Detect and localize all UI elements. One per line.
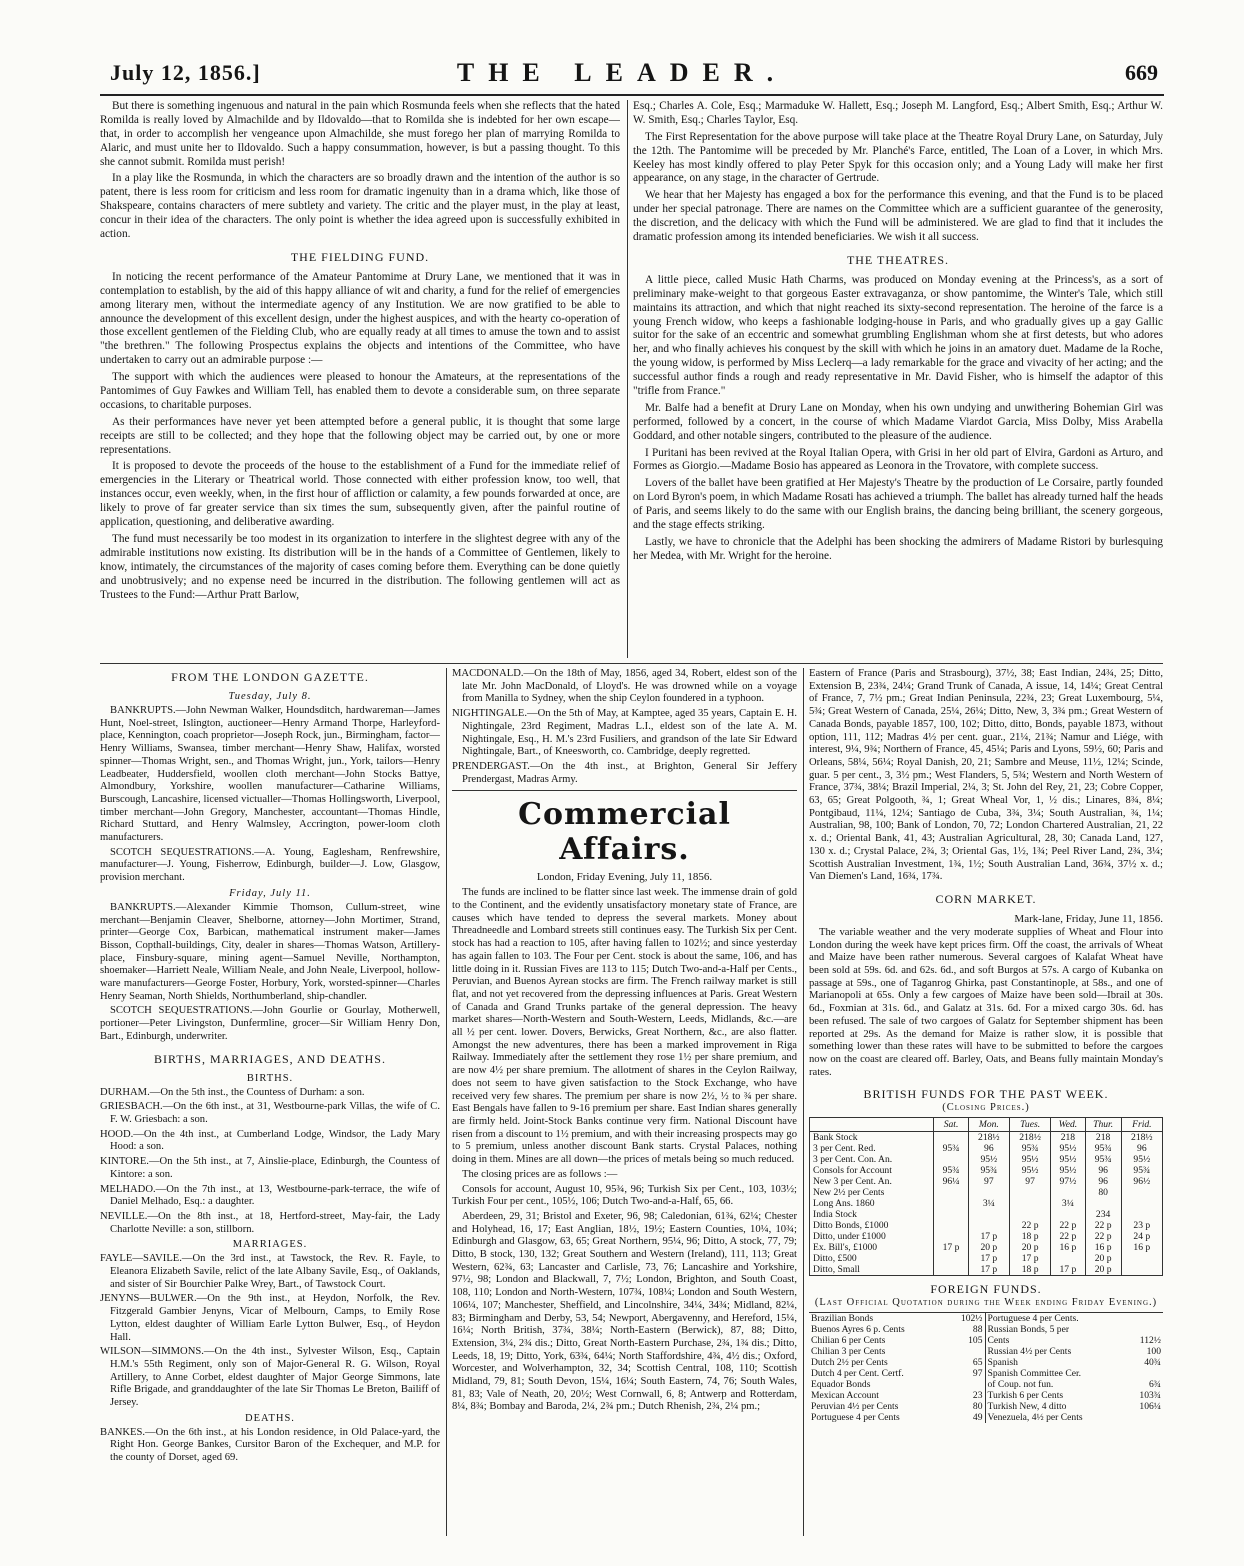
fund-price: 3¼ [1051,1198,1085,1209]
foreign-fund-price: 103¾ [1139,1390,1161,1402]
fund-price [1121,1264,1162,1276]
funds-header: Frid. [1121,1118,1162,1132]
table-row [809,1412,1163,1423]
gazette-friday: Friday, July 11. [229,887,311,899]
fund-price: 218½ [1009,1132,1050,1144]
fund-price: 17 p [1051,1264,1085,1276]
fund-name: Ditto Bonds, £1000 [810,1220,934,1231]
fund-price: 18 p [1009,1264,1050,1276]
table-row [809,1390,1163,1401]
representation-paragraph: The First Representation for the above purpose will take place at the Theatre Royal Drury Lane, on Saturday, July the 12th. The Pantomime will be preceded by Mr. Planché's Farce, entitled, The Loan of a Lover, in which Mrs. Keeley has most kindly offered to play Peter Spyk for this occasion only; and a Young Lady will make her first appearance, on any stage, in the character of Gertrude. [633,130,1163,185]
foreign-fund-name: Portuguese 4 per Cents [811,1412,900,1424]
lower-column-2 [452,668,797,1538]
birth-entry: KINTORE.—On the 5th inst., at 7, Ainslie-place, Edinburgh, the Countess of Kintore: a son. [100,1156,440,1180]
commercial-dateline: London, Friday Evening, July 11, 1856. [536,871,713,884]
fund-price: 95½ [1121,1154,1162,1165]
fund-name: 3 per Cent. Con. An. [810,1154,934,1165]
fund-price: 22 p [1051,1231,1085,1242]
section-rule [100,663,1163,664]
fund-name: New 3 per Cent. An. [810,1176,934,1187]
fund-price [934,1253,968,1264]
masthead [80,58,1164,100]
funds-header: Mon. [968,1118,1009,1132]
british-funds-heading: BRITISH FUNDS FOR THE PAST WEEK. [863,1087,1109,1102]
foreign-fund-name: Cents [987,1335,1010,1347]
fielding-paragraph-2: The support with which the audiences were pleased to honour the Amateurs, at the representations of the Pantomimes of Guy Fawkes and William Tell, has enabled them to devote a considerable sum, on three separate occasions, to charitable purposes. [100,371,620,411]
fund-price: 20 p [1009,1242,1050,1253]
foreign-funds-table [809,1312,1163,1423]
table-row [810,1143,1163,1154]
foreign-fund-name: Spanish [987,1357,1018,1369]
fund-price: 218 [1051,1132,1085,1144]
foreign-fund-price: 80 [948,1401,985,1412]
commercial-paragraph-3: Consols for account, August 10, 95¾, 96; Turkish Six per Cent., 103, 103½; Turkish Four per cent., 105½, 106; Dutch Two-and-a-Half, 65, 66. [452,1183,797,1208]
table-row [810,1231,1163,1242]
fund-name: New 2½ per Cents [810,1187,934,1198]
death-entry: MACDONALD.—On the 18th of May, 1856, aged 34, Robert, eldest son of the late Mr. John MacDonald, of Lloyd's. He was drowned while on a voyage from Manilla to Sydney, when the ship Ceylon foundered in a typhoon. [452,668,797,705]
foreign-fund-name: Turkish New, 4 ditto [987,1401,1067,1413]
lower-divider-2 [803,668,804,1536]
fund-price [1121,1209,1162,1220]
theatres-heading: THE THEATRES. [846,252,950,267]
birth-entry: MELHADO.—On the 7th inst., at 13, Westbourne-park-terrace, the wife of Daniel Melhado, Esq.: a daughter. [100,1183,440,1208]
commercial-paragraph-2: The closing prices are as follows :— [462,1168,618,1180]
table-row [809,1324,1163,1335]
foreign-fund-price: 88 [948,1324,985,1335]
fielding-paragraph-5: The fund must necessarily be too modest in its organization to interfere in the slightest degree with any of the admirable institutions now existing. Its distribution will be in the hands of a Committee of Gentlemen, likely to know, intimately, the circumstances of the majority of cases coming before them. Everything can be done quietly and unobtrusively; and no expense need be incurred in the distribution. The following gentlemen will act as Trustees to the Fund:—Arthur Pratt Barlow, [100,532,620,601]
fund-price: 96 [1085,1165,1121,1176]
fund-price [1009,1198,1050,1209]
table-row [810,1154,1163,1165]
fund-price: 96 [968,1143,1009,1154]
table-row [810,1264,1163,1276]
foreign-fund-price: 6¾ [1149,1379,1161,1391]
foreign-fund-name: Spanish Committee Cer. [987,1368,1082,1380]
fund-price: 95½ [1051,1154,1085,1165]
fund-price [934,1198,968,1209]
fund-name: India Stock [810,1209,934,1220]
table-row [809,1368,1163,1379]
table-row [810,1242,1163,1253]
fund-price: 22 p [1051,1220,1085,1231]
fund-price [1121,1253,1162,1264]
funds-header: Wed. [1051,1118,1085,1132]
gazette-bankrupts-friday: BANKRUPTS.—Alexander Kimmie Thomson, Cullum-street, wine merchant—Benjamin Cleaver, Shelborne, attorney—John Mortimer, Strand, printer—George Cox, Barbican, mathematical instrument maker—James Bisson, Copthall-buildings, City, dealer in shares—Thomas Watson, Artillery-place, Finsbury-square, mining agent—Samuel Neville, Northampton, shoemaker—Harriett Neale, William Neale, and John Neale, Liverpool, hollow-ware manufacturers—George Foster, Horbury, York, worsted-spinner—Charles Henry Seaman, North Shields, Northumberland, ship-chandler. [100,901,440,1002]
fund-price [1121,1198,1162,1209]
masthead-rule [100,94,1164,96]
foreign-funds-heading: FOREIGN FUNDS. [930,1282,1042,1297]
table-row [810,1198,1163,1209]
fund-price: 20 p [1085,1264,1121,1276]
fund-name: 3 per Cent. Red. [810,1143,934,1154]
fielding-paragraph-4: It is proposed to devote the proceeds of the house to the establishment of a Fund for the immediate relief of emergencies in the Literary or Theatrical world. Those connected with either profession know, too well, that instances occur, even weekly, when, in the first hour of affliction or calamity, a few pounds forwarded at once, are likely to prove of far greater service than six times the sum, subsequently given, after the painful routine of application, questioning, and deliberative awarding. [100,460,620,529]
birth-entry: NEVILLE.—On the 8th inst., at 18, Hertford-street, May-fair, the Lady Charlotte Neville: a son, stillborn. [100,1210,440,1235]
gazette-tuesday: Tuesday, July 8. [228,691,312,702]
share-prices-continued: Eastern of France (Paris and Strasbourg), 37½, 38; East Indian, 24¾, 25; Ditto, Extension B, 23¾, 24¼; Grand Trunk of Canada, A issue, 14, 14¼; Great Central of France, 7, 7½ pm.; Great Indian Peninsula, 22¾, 23; Great Luxembourg, 5¼, 5¾; Great Western of Canada, 25¼, 26¼; Ditto, New, 3, 3¾ pm.; Great Western of Canada Bonds, payable 1857, 100, 102; Ditto, ditto, Bonds, payable 1873, without option, 111, 112; Madras 4½ per cent. guar., 21¼, 21¾; Namur and Liége, with interest, 9¼, 9¾; Northern of France, 45, 45¼; Paris and Lyons, 59½, 60; Paris and Orleans, 58¼, 56¼; Royal Danish, 20, 21; Sambre and Meuse, 11½, 12¼; Scinde, guar. 5 per cent., 3, 3½ pm.; West Flanders, 5, 5¾; Western and North Western of France, 37¾, 38¼; Brazil Imperial, 2¼, 3; St. John del Rey, 21, 23; Cobre Copper, 63, 65; Great Polgooth, ¾, 1; Great Wheal Vor, 1, ½ dis.; Linares, 8¾, 8¼; Pontgibaud, 11¼, 12¼; Santiago de Cuba, 3¾, 3¼; South Australian, ¾, 1¼; Australian, 98, 100; Bank of London, 70, 72; London Chartered Australian, 21, 22 x. d.; Oriental Bank, 41, 43; Australian Agricultural, 28, 30; Canada Land, 127, 130 x. d.; Crystal Palace, 2¾, 3; Oriental Gas, 1½, 1¾; Peel River Land, 2¾, 3¼; Scottish Australian Investment, 1¾, 1½; South Australian Land, 36¾, 37½ x. d.; Van Diemen's Land, 16¾, 17¾. [809,668,1163,883]
foreign-fund-name: Chilian 3 per Cents [811,1346,886,1358]
foreign-fund-name: Venezuela, 4½ per Cents [987,1412,1083,1424]
fund-price: 17 p [968,1264,1009,1276]
commercial-rule [452,790,797,791]
rosmunda-paragraph-1: But there is something ingenuous and natural in the pain which Rosmunda feels when she reflects that the hated Romilda is really loved by Almachilde and by Ildovaldo—that to Romilda she is indebted for her own escape—that, in order to accomplish her vengeance upon Almachilde, she must forego her plan of marrying Romilda to Alaric, and must unite her to Ildovaldo. Such a happy consummation, however, is but a passing thought. To this she cannot submit. Romilda must perish! [100,100,620,168]
foreign-fund-price [1127,1324,1163,1335]
fielding-paragraph-3: As their performances have never yet been attempted before a general public, it is thought that some large receipts are still to be collected; and they hope that the following object may be carried out, by one or more representations. [100,415,620,456]
fielding-paragraph-1: In noticing the recent performance of the Amateur Pantomime at Drury Lane, we mentioned that it was in contemplation to establish, by the aid of this happy alliance of wit and charity, a fund for the relief of emergencies among literary men, without the intermediate agency of any Institution. We are now gratified to be able to announce the development of this excellent design, under the highest auspices, and with the hearty co-operation of those excellent gentlemen of the Fielding Club, who are equally ready at all times to amuse the town and to assist "the brethren." The following Prospectus explains the objects and intentions of the Committee, who have undertaken to carry out an admirable purpose :— [100,270,620,367]
fund-price: 95½ [968,1154,1009,1165]
trustees-continued: Esq.; Charles A. Cole, Esq.; Marmaduke W. Hallett, Esq.; Joseph M. Langford, Esq.; Albert Smith, Esq.; Arthur W. W. Smith, Esq.; Charles Taylor, Esq. [633,100,1163,126]
fund-price: 18 p [1009,1231,1050,1242]
marriages-heading: MARRIAGES. [232,1239,308,1251]
foreign-fund-price [948,1346,985,1357]
funds-header: Sat. [934,1118,968,1132]
fund-price [1051,1253,1085,1264]
foreign-fund-name: Equador Bonds [811,1379,871,1391]
fund-price: 234 [1085,1209,1121,1220]
table-row [809,1313,1163,1325]
foreign-fund-price: 102½ [948,1313,985,1325]
fund-name: Ditto, £500 [810,1253,934,1264]
foreign-fund-name: Turkish 6 per Cents [987,1390,1064,1402]
fund-price [934,1187,968,1198]
birth-entry: HOOD.—On the 4th inst., at Cumberland Lodge, Windsor, the Lady Mary Hood: a son. [100,1128,440,1153]
theatres-paragraph-5: Lastly, we have to chronicle that the Adelphi has been shocking the admirers of Madame Ristori by burlesquing her Medea, with Mr. Wright for the heroine. [633,535,1163,562]
fund-price: 95¾ [1085,1154,1121,1165]
fund-price [1085,1198,1121,1209]
fund-price [934,1220,968,1231]
fund-price: 22 p [1009,1220,1050,1231]
fund-price: 97½ [1051,1176,1085,1187]
upper-column-divider [627,100,628,658]
table-row [810,1187,1163,1198]
foreign-fund-name: Dutch 2½ per Cents [811,1357,888,1369]
table-row [809,1346,1163,1357]
fund-price [934,1264,968,1276]
fund-name: Ex. Bill's, £1000 [810,1242,934,1253]
marriage-entry: WILSON—SIMMONS.—On the 4th inst., Sylvester Wilson, Esq., Captain H.M.'s 55th Regiment, only son of Major-General R. G. Wilson, Royal Artillery, to Anne Corbet, eldest daughter of Major George Simmons, late Rifle Brigade, and granddaughter of the late Sir Thomas Le Breton, Bailiff of Jersey. [100,1346,440,1409]
commercial-paragraph-4: Aberdeen, 29, 31; Bristol and Exeter, 96, 98; Caledonian, 61¾, 62¼; Chester and Holyhead, 16, 17; East Anglian, 18½, 19½; Eastern Counties, 10¼, 10¾; Edinburgh and Glasgow, 63, 65; Great Northern, 95¼, 96; Ditto, A stock, 77, 79; Ditto, B stock, 130, 132; Great Southern and Western (Ireland), 111, 113; Great Western, 62¾, 63; Lancaster and Carlisle, 73, 76; Lancashire and Yorkshire, 97½, 98; London and Blackwall, 7, 7½; London, Brighton, and South Coast, 108, 110; London and North-Western, 107¾, 108¼; London and South Western, 106¼, 107; Manchester, Sheffield, and Lincolnshire, 34¼, 34¾; Midland, 82¼, 83; Birmingham and Derby, 53, 54; Newport, Abergavenny, and Hereford, 15¼, 16¼; North British, 37¾, 38¼; North-Eastern (Berwick), 87, 88; Ditto, Extension, 3¼, 2¾ dis.; Ditto, Great North-Eastern Purchase, 2¾, 1¾ dis.; Ditto, Leeds, 18, 19; Ditto, York, 63¾, 64¼; North Staffordshire, 4¾, 4½ dis.; Oxford, Worcester, and Wolverhampton, 32, 34; Scottish Central, 108, 110; Scottish Midland, 79, 81; South Devon, 15¼, 16¼; South Eastern, 74, 76; South Wales, 81, 83; Vale of Neath, 20, 20½; West Cornwall, 6, 8; Antwerp and Rotterdam, 8¼, 8¾; Bombay and Baroda, 2¼, 2¾ pm.; Dutch Rhenish, 2¾, 2¼ pm.; [452,1210,797,1413]
foreign-fund-price: 97 [948,1368,985,1379]
foreign-fund-price: 65 [948,1357,985,1368]
death-entry: BANKES.—On the 6th inst., at his London residence, in Old Palace-yard, the Right Hon. George Bankes, Cursitor Baron of the Exchequer, and M.P. for the county of Dorset, aged 69. [100,1426,440,1464]
foreign-fund-price: 112½ [1139,1335,1161,1347]
lower-column-1 [100,668,440,1538]
fund-price [934,1209,968,1220]
fund-price: 16 p [1085,1242,1121,1253]
gazette-heading: FROM THE LONDON GAZETTE. [171,670,369,684]
fund-price: 95½ [1051,1165,1085,1176]
fund-price [968,1187,1009,1198]
birth-entry: GRIESBACH.—On the 6th inst., at 31, Westbourne-park Villas, the wife of C. F. W. Griesbach: a son. [100,1101,440,1125]
fund-price: 22 p [1085,1220,1121,1231]
death-entry: NIGHTINGALE.—On the 5th of May, at Kamptee, aged 35 years, Captain E. H. Nightingale, 23rd Regiment, Madras L.I., eldest son of the late A. M. Nightingale, Esq., H. M.'s 23rd Fusiliers, and grandson of the late Sir Edward Nightingale, Bart., of Kneesworth, co. Cambridge, deeply regretted. [452,708,797,758]
theatres-paragraph-4: Lovers of the ballet have been gratified at Her Majesty's Theatre by the production of Le Corsaire, partly founded on Lord Byron's poem, in which Madame Rosati has achieved a triumph. The ballet has already turned half the heads of Paris, and seems likely to do the same with our English brains, the dancing being brilliant, the scenery gorgeous, and the stage effects striking. [633,477,1163,532]
foreign-fund-price: 105 [948,1335,985,1346]
foreign-fund-name: Chilian 6 per Cents [811,1335,886,1347]
fund-price: 95½ [1009,1165,1050,1176]
fund-price: 20 p [1085,1253,1121,1264]
fund-price: 24 p [1121,1231,1162,1242]
theatres-paragraph-3: I Puritani has been revived at the Royal Italian Opera, with Grisi in her old part of Elvira, Gardoni as Arturo, and Formes as Giorgio.—Madame Bosio has appeared as Leonora in the Trovatore, with complete success. [633,446,1163,473]
newspaper-title: THE LEADER. [456,58,788,87]
fund-name: Ditto, under £1000 [810,1231,934,1242]
fund-price: 95¾ [1085,1143,1121,1154]
foreign-fund-price: 100 [1146,1346,1161,1358]
commercial-paragraph-1: The funds are inclined to be flatter since last week. The immense drain of gold to the Continent, and the evidently unsatisfactory monetary state of France, are causes which have tended to depress the several markets. Money about Threadneedle and Lombard streets still continues easy. The Turkish Six per Cent. stock has had a reaction to 105, after having fallen to 102½; and since yesterday has again fallen to 103. The Four per Cent. stock is about the same, 106, and has little doing in it. Russian Fives are 113 to 115; Dutch Two-and-a-Half per Cents., Peruvian, and Buenos Ayrean stocks are firm. The French railway market is still flat, and not yet recovered from the depressing influences at Paris. Great Western of Canada and Grand Trunks partake of the general depression. The heavy market shares—North-Western and South-Western, Leeds, Midlands, &c.—are all ½ per cent. lower. Dovers, Berwicks, Great Northern, &c., are also flatter. Amongst the new adventures, there has been a marked improvement in Riga Railway. Immediately after the settlement they rose 1½ per share premium, and are now 4½ per share premium. The allotment of shares in the Ceylon Railway, does not seem to have given satisfaction to the Stock Exchange, who have received very few shares. The premium per share is now 2½, ½ to ¾ per share. East Bengals have fallen to 9-16 premium per share. East Indian shares generally are firmly held. Joint-Stock Banks continue very firm. National Discount have risen from a discount to 1½ premium, and with their increasing prospects may go to 5 premium, unless another discount Bank starts. Crystal Palaces, nothing doing in them. Mines are all down—the prices of metals being so much reduced. [452,887,797,1166]
table-row [809,1401,1163,1412]
corn-market-paragraph: The variable weather and the very moderate supplies of Wheat and Flour into London during the week have kept prices firm. Off the coast, the arrivals of Wheat and Maize have been rather numerous. Several cargoes of Kalafat Wheat have been sold at 59s. 6d. and 62s. 6d., and soft Burgos at 57s. A cargo of Kubanka on passage at 59s., one of Taganrog Ghirka, past Constantinople, at 58s., and one of Marianopoli at 65s. Only a few cargoes of Maize have been sold—Ibrail at 30s. 6d., Foxmian at 31s. 6d., and Galatz at 31s. 6d. For a mixed cargo 30s. 6d. has been refused. The sale of two cargoes of Galatz for September shipment has been reported at 29s. As the demand for Maize is rather slow, it is possible that something lower than these rates will have to be submitted to before the cargoes now on the coast are cleared off. Barley, Oats, and Beans fully maintain Monday's rates. [809,926,1163,1078]
fund-price: 16 p [1051,1242,1085,1253]
fund-price [1051,1187,1085,1198]
page-number: 669 [1125,60,1158,85]
bmd-heading: BIRTHS, MARRIAGES, AND DEATHS. [154,1051,386,1066]
fund-name: Ditto, Small [810,1264,934,1276]
fund-price [934,1154,968,1165]
table-row [809,1357,1163,1368]
fund-price: 17 p [1009,1253,1050,1264]
fund-name: Long Ans. 1860 [810,1198,934,1209]
fund-price [968,1209,1009,1220]
birth-entry: DURHAM.—On the 5th inst., the Countess of Durham: a son. [100,1086,365,1098]
table-row [810,1209,1163,1220]
fund-price: 95¾ [1009,1143,1050,1154]
fund-price: 218½ [1121,1132,1162,1144]
fund-price: 218 [1085,1132,1121,1144]
fund-price [968,1220,1009,1231]
fund-price: 95¾ [1121,1165,1162,1176]
fund-price: 96 [1121,1143,1162,1154]
british-funds-subheading: (Closing Prices.) [942,1102,1030,1114]
corn-market-dateline: Mark-lane, Friday, June 11, 1856. [1014,912,1163,925]
fund-price: 95¾ [934,1143,968,1154]
fund-price [1009,1187,1050,1198]
foreign-fund-price [1127,1313,1163,1325]
fund-price: 17 p [968,1253,1009,1264]
fund-price: 3¼ [968,1198,1009,1209]
foreign-fund-name: Russian Bonds, 5 per [987,1324,1070,1336]
foreign-fund-price: 23 [948,1390,985,1401]
upper-right-column [633,100,1163,660]
table-row [810,1220,1163,1231]
foreign-fund-price: 40¾ [1144,1357,1161,1369]
upper-left-column [100,100,620,660]
foreign-fund-price [948,1379,985,1390]
births-heading: BIRTHS. [246,1072,294,1084]
fund-price: 20 p [968,1242,1009,1253]
issue-date: July 12, 1856.] [110,60,261,85]
fund-price: 16 p [1121,1242,1162,1253]
fund-price: 95½ [1051,1143,1085,1154]
fielding-fund-heading: THE FIELDING FUND. [290,249,430,264]
majesty-paragraph: We hear that her Majesty has engaged a box for the performance this evening, and that the Fund is to be placed under her special patronage. There are names on the Committee which are a sufficient guarantee of the generosity, the discretion, and the delicacy with which the Fund will be administered. We are glad to find that it includes the dramatic profession among its intended beneficiaries. We wish it all success. [633,189,1163,244]
foreign-funds-subheading: (Last Official Quotation during the Week ending Friday Evening.) [814,1297,1158,1309]
fund-price: 17 p [934,1242,968,1253]
fund-price: 96½ [1121,1176,1162,1187]
rosmunda-paragraph-2: In a play like the Rosmunda, in which the characters are so broadly drawn and the intention of the author is so patent, there is less room for criticism and less room for dramatic ingenuity than in a drama which, like those of Shakspeare, contains characters of mere subtlety and variety. The critic and the player must, in the play at least, concur in their idea of the characters. The only point is whether the idea agreed upon is successfully exhibited in action. [100,172,620,241]
fund-price: 97 [1009,1176,1050,1187]
theatres-paragraph-2: Mr. Balfe had a benefit at Drury Lane on Monday, when his own undying and unwithering Bohemian Girl was performed, followed by a concert, in the course of which Madame Viardot Garcia, Miss Dolby, Miss Arabella Goddard, and other notable singers, contributed to the pleasure of the audience. [633,401,1163,442]
foreign-fund-name: Russian 4½ per Cents [987,1346,1072,1358]
gazette-scotch-tuesday: SCOTCH SEQUESTRATIONS.—A. Young, Eaglesham, Renfrewshire, manufacturer—J. Young, Fisherrow, Edinburgh, builder—J. Low, Glasgow, provision merchant. [100,846,440,884]
marriage-entry: JENYNS—BULWER.—On the 9th inst., at Heydon, Norfolk, the Rev. Fitzgerald Gambier Jenyns, Vicar of Melbourn, Camps, to Emily Rose Lytton, eldest daughter of William Earle Lytton Bulwer, Esq., of Heydon Hall. [100,1293,440,1343]
foreign-fund-name: Brazilian Bonds [811,1313,874,1325]
funds-header: Tues. [1009,1118,1050,1132]
table-row [810,1132,1163,1144]
gazette-scotch-friday: SCOTCH SEQUESTRATIONS.—John Gourlie or Gourlay, Motherwell, portioner—Peter Livingston, Dunfermline, grocer—Sir William Henry Don, Bart., Edinburgh, underwriter. [100,1005,440,1042]
british-funds-table [809,1117,1163,1276]
fund-name: Bank Stock [810,1132,934,1144]
table-row [810,1165,1163,1176]
foreign-fund-price: 49 [948,1412,985,1423]
foreign-fund-price [1127,1412,1163,1423]
theatres-paragraph-1: A little piece, called Music Hath Charms, was produced on Monday evening at the Princess's, as a sort of preliminary make-weight to that gorgeous Easter extravaganza, or show pantomime, the Winter's Tale, which still maintains its attraction, and which that night reached its sixty-second representation. The heroine of the farce is a young French widow, who keeps a fashionable lodging-house in Paris, and who gradually gives up a gay Gallic suitor for the sake of an eccentric and somewhat grumbling Englishman whom she at first detests, but who adores her, and who finally achieves his conquest by the skill with which he joins in an amatory duet. Madame de la Roche, the young widow, is performed by Miss Leclerq—a lady remarkable for the grace and vivacity of her acting; and the successful author finds a rough and ready representative in Mr. David Fisher, who is himself the adaptor of this "trifle from France." [633,273,1163,398]
foreign-fund-price [1127,1368,1163,1379]
commercial-affairs-heading: Commercial Affairs. [518,797,731,868]
foreign-fund-name: of Coup. not fun. [987,1379,1054,1391]
death-entry: PRENDERGAST.—On the 4th inst., at Brighton, General Sir Jeffery Prendergast, Madras Army. [452,760,797,785]
table-row [809,1335,1163,1346]
fund-price: 95¾ [968,1165,1009,1176]
gazette-bankrupts-tuesday: BANKRUPTS.—John Newman Walker, Houndsditch, hardwareman—James Hunt, Noel-street, Islington, auctioneer—Henry Armand Thorpe, Harleyford-place, Kennington, coach proprietor—Joseph Rock, jun., Birmingham, factor—Henry Williams, Swansea, timber merchant—Henry Shaw, Halifax, worsted spinner—Thomas Wright, sen., and Thomas Wright, jun., York, tailors—Henry Leadbeater, Huddersfield, woollen cloth merchant—John Stocks Battye, Almondbury, Yorkshire, woollen manufacturer—Catharine Williams, Burscough, Lancashire, licensed victualler—Thomas Hollingsworth, Liverpool, timber merchant—John Gregory, Manchester, accountant—Thomas Hindle, Richard Stuttard, and Henry Walmsley, Accrington, power-loom cloth manufacturers. [100,705,440,844]
lower-column-3 [809,668,1163,1538]
fund-price: 96¼ [934,1176,968,1187]
fund-price: 22 p [1085,1231,1121,1242]
fund-price: 17 p [968,1231,1009,1242]
corn-market-heading: CORN MARKET. [935,891,1037,906]
foreign-fund-price: 106¼ [1139,1401,1161,1413]
fund-price: 97 [968,1176,1009,1187]
foreign-fund-name: Peruvian 4½ per Cents [811,1401,899,1413]
fund-price [1051,1209,1085,1220]
fund-price [934,1231,968,1242]
marriage-entry: FAYLE—SAVILE.—On the 3rd inst., at Tawstock, the Rev. R. Fayle, to Eleanora Elizabeth Savile, relict of the late Albany Savile, Esq., of Oaklands, and sister of Sir Bourchier Palke Wrey, Bart., of Tawstock Court. [100,1253,440,1290]
fund-price: 95½ [1009,1154,1050,1165]
foreign-fund-name: Portuguese 4 per Cents. [987,1313,1079,1325]
fund-price: 23 p [1121,1220,1162,1231]
lower-divider-1 [446,668,447,1536]
fund-price: 218½ [968,1132,1009,1144]
fund-price [934,1132,968,1144]
foreign-fund-name: Mexican Account [811,1390,879,1402]
fund-price [1009,1209,1050,1220]
funds-header [810,1118,934,1132]
fund-name: Consols for Account [810,1165,934,1176]
foreign-fund-name: Buenos Ayres 6 p. Cents [811,1324,905,1336]
deaths-heading: DEATHS. [245,1412,295,1424]
fund-price: 96 [1085,1176,1121,1187]
table-row [810,1253,1163,1264]
foreign-fund-name: Dutch 4 per Cent. Certf. [811,1368,904,1380]
table-row [809,1379,1163,1390]
fund-price: 80 [1085,1187,1121,1198]
table-row [810,1176,1163,1187]
fund-price: 95¾ [934,1165,968,1176]
fund-price [1121,1187,1162,1198]
funds-header: Thur. [1085,1118,1121,1132]
